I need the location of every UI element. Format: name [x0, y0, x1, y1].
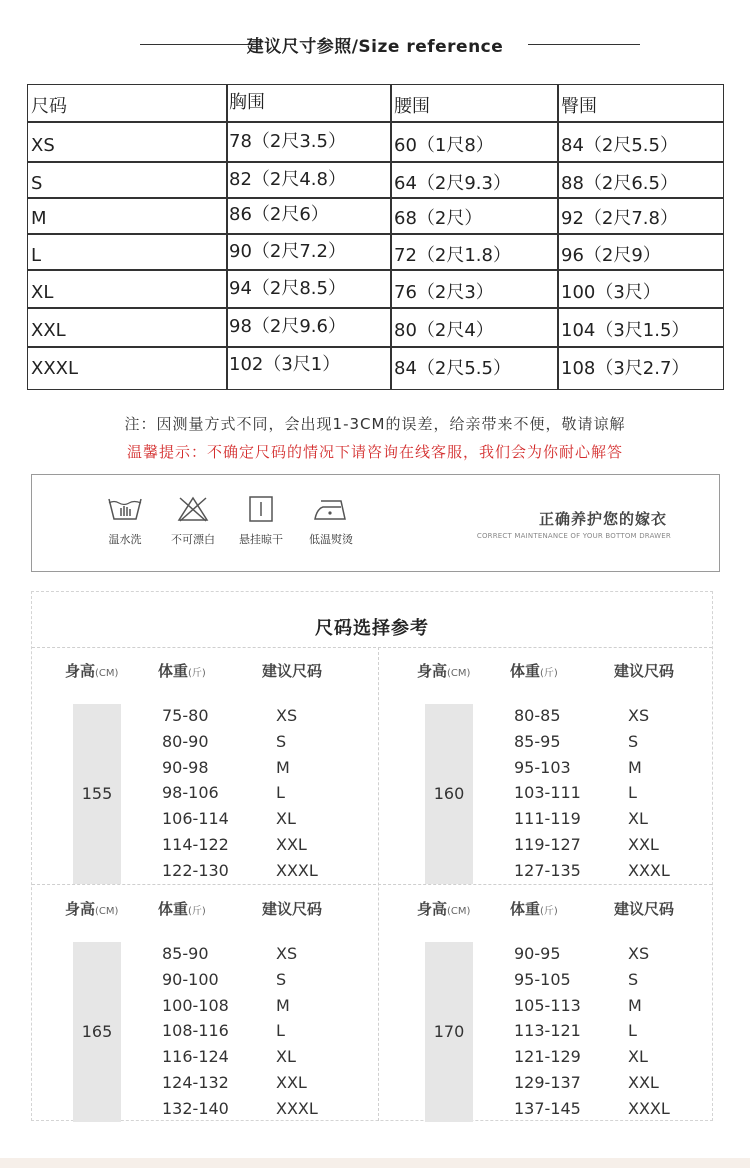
hand-wash-icon	[106, 495, 144, 523]
weight-range: 137-145	[514, 1098, 581, 1118]
measurement-cell: 108（3尺2.7）	[561, 358, 690, 379]
size-guide-group	[32, 898, 362, 1133]
care-label: 悬挂晾干	[239, 533, 283, 546]
size-guide-group	[32, 660, 362, 895]
weight-range: 121-129	[514, 1047, 581, 1067]
suggested-size: XXXL	[276, 1098, 318, 1118]
measurement-cell: 104（3尺1.5）	[561, 320, 690, 341]
size-label-cell: XXL	[31, 320, 66, 341]
weight-range: 80-90	[162, 731, 209, 751]
weight-range: 105-113	[514, 995, 581, 1015]
size-guide-group	[384, 660, 714, 895]
measurement-cell: 94（2尺8.5）	[229, 278, 346, 299]
suggested-size: L	[628, 783, 637, 803]
suggested-size: L	[628, 1021, 637, 1041]
measurement-cell: 72（2尺1.8）	[394, 245, 511, 266]
suggested-size: XXL	[628, 835, 659, 854]
care-label: 不可漂白	[171, 533, 215, 546]
table-row-divider	[28, 269, 723, 271]
suggested-size: XXL	[276, 835, 307, 854]
care-label: 低温熨烫	[309, 533, 353, 546]
size-label-cell: M	[31, 208, 47, 229]
weight-range: 124-132	[162, 1073, 229, 1092]
suggested-size: XXL	[628, 1073, 659, 1092]
table-header-cell: 臀围	[561, 96, 597, 117]
height-value: 165	[81, 1022, 113, 1041]
size-guide	[31, 591, 713, 1121]
suggested-size: S	[276, 969, 287, 989]
weight-header	[158, 660, 206, 681]
height-header-label: 身高	[417, 662, 448, 680]
care-title: 正确养护您的嫁衣	[538, 510, 667, 528]
care-instructions-box	[31, 474, 720, 572]
size-header	[614, 660, 674, 681]
weight-header-label: 体重	[510, 662, 541, 680]
suggested-size: M	[628, 995, 642, 1015]
bottom-strip	[0, 1158, 750, 1168]
weight-range: 80-85	[514, 706, 561, 725]
page-title: 建议尺寸参照/Size reference	[246, 37, 504, 57]
height-header	[417, 660, 470, 681]
weight-range: 90-98	[162, 757, 209, 777]
measurement-cell: 76（2尺3）	[394, 282, 494, 303]
measurement-cell: 96（2尺9）	[561, 245, 661, 266]
suggested-size: M	[628, 757, 642, 777]
suggested-size: XXL	[276, 1073, 307, 1092]
height-header-unit: (CM)	[447, 906, 471, 917]
weight-header-unit: (斤)	[540, 668, 558, 679]
suggested-size: XL	[276, 1047, 296, 1067]
suggested-size: S	[628, 731, 639, 751]
height-header-unit: (CM)	[95, 668, 119, 679]
weight-range: 122-130	[162, 860, 229, 880]
measurement-cell: 78（2尺3.5）	[229, 131, 346, 152]
size-header-label: 建议尺码	[262, 662, 323, 680]
weight-range: 95-103	[514, 757, 571, 777]
guide-divider	[32, 647, 712, 648]
weight-range: 129-137	[514, 1073, 581, 1092]
size-header	[614, 898, 674, 919]
measurement-cell: 100（3尺）	[561, 282, 661, 303]
suggested-size: XL	[628, 809, 648, 829]
no-bleach-icon	[174, 495, 212, 523]
suggested-size: M	[276, 995, 290, 1015]
height-header-label: 身高	[65, 662, 96, 680]
measurement-note: 注：因测量方式不同，会出现1-3CM的误差，给亲带来不便，敬请谅解	[124, 415, 626, 433]
size-label-cell: S	[31, 173, 43, 194]
size-label-cell: L	[31, 245, 42, 266]
height-value: 160	[433, 784, 465, 803]
weight-range: 100-108	[162, 995, 229, 1015]
table-row-divider	[28, 121, 723, 123]
measurement-cell: 102（3尺1）	[229, 354, 341, 375]
measurement-cell: 82（2尺4.8）	[229, 169, 346, 190]
weight-range: 90-100	[162, 969, 219, 989]
size-label-cell: XL	[31, 282, 54, 303]
measurement-table	[27, 84, 724, 390]
weight-range: 85-95	[514, 731, 561, 751]
hang-dry-icon	[242, 495, 280, 523]
weight-header-label: 体重	[158, 900, 189, 918]
care-item-no-bleach	[158, 495, 228, 547]
weight-range: 127-135	[514, 860, 581, 880]
weight-header-label: 体重	[158, 662, 189, 680]
size-guide-group	[384, 898, 714, 1133]
height-header	[65, 660, 118, 681]
table-header-cell: 腰围	[394, 96, 430, 117]
suggested-size: S	[628, 969, 639, 989]
weight-range: 95-105	[514, 969, 571, 989]
weight-range: 116-124	[162, 1047, 229, 1067]
table-col-divider	[390, 85, 392, 389]
suggested-size: S	[276, 731, 287, 751]
guide-divider	[378, 647, 379, 1121]
size-header	[262, 660, 322, 681]
weight-header-unit: (斤)	[188, 906, 206, 917]
suggested-size: XS	[276, 944, 298, 963]
suggested-size: XS	[276, 706, 298, 725]
height-value: 170	[433, 1022, 465, 1041]
table-row-divider	[28, 233, 723, 235]
table-row-divider	[28, 307, 723, 309]
weight-range: 75-80	[162, 706, 209, 725]
suggested-size: XL	[276, 809, 296, 829]
low-iron-icon	[311, 495, 351, 523]
measurement-cell: 80（2尺4）	[394, 320, 494, 341]
weight-range: 106-114	[162, 809, 229, 829]
care-item-hang-dry	[226, 495, 296, 547]
measurement-cell: 88（2尺6.5）	[561, 173, 678, 194]
weight-header	[510, 898, 558, 919]
table-col-divider	[557, 85, 559, 389]
size-label-cell: XS	[31, 135, 55, 156]
care-item-low-iron	[296, 495, 366, 547]
size-header-label: 建议尺码	[614, 900, 675, 918]
table-row-divider	[28, 346, 723, 348]
height-header-unit: (CM)	[447, 668, 471, 679]
suggested-size: XXXL	[276, 860, 318, 880]
weight-range: 90-95	[514, 944, 561, 963]
height-header-unit: (CM)	[95, 906, 119, 917]
suggested-size: XS	[628, 706, 650, 725]
measurement-cell: 98（2尺9.6）	[229, 316, 346, 337]
table-row-divider	[28, 197, 723, 199]
suggested-size: XL	[628, 1047, 648, 1067]
suggested-size: L	[276, 1021, 285, 1041]
suggested-size: XS	[628, 944, 650, 963]
table-col-divider	[226, 85, 228, 389]
size-header-label: 建议尺码	[614, 662, 675, 680]
weight-header-unit: (斤)	[188, 668, 206, 679]
care-subtitle: CORRECT MAINTENANCE OF YOUR BOTTOM DRAWER	[476, 532, 671, 540]
height-header-label: 身高	[65, 900, 96, 918]
table-header-cell: 尺码	[31, 96, 67, 117]
table-header-cell: 胸围	[229, 92, 265, 113]
weight-range: 119-127	[514, 835, 581, 854]
weight-header-label: 体重	[510, 900, 541, 918]
weight-range: 132-140	[162, 1098, 229, 1118]
care-item-hand-wash	[90, 495, 160, 547]
weight-range: 108-116	[162, 1021, 229, 1041]
height-header	[65, 898, 118, 919]
weight-header-unit: (斤)	[540, 906, 558, 917]
weight-header	[510, 660, 558, 681]
table-row-divider	[28, 161, 723, 163]
measurement-cell: 68（2尺）	[394, 208, 483, 229]
guide-title: 尺码选择参考	[315, 618, 429, 639]
measurement-cell: 64（2尺9.3）	[394, 173, 511, 194]
weight-range: 114-122	[162, 835, 229, 854]
care-label: 温水洗	[108, 533, 142, 546]
height-value: 155	[81, 784, 113, 803]
size-header	[262, 898, 322, 919]
suggested-size: L	[276, 783, 285, 803]
measurement-cell: 84（2尺5.5）	[561, 135, 678, 156]
size-label-cell: XXXL	[31, 358, 79, 379]
weight-header	[158, 898, 206, 919]
height-header-label: 身高	[417, 900, 448, 918]
size-header-label: 建议尺码	[262, 900, 323, 918]
size-tip: 温馨提示：不确定尺码的情况下请咨询在线客服，我们会为你耐心解答	[126, 443, 623, 461]
suggested-size: XXXL	[628, 860, 670, 880]
measurement-cell: 92（2尺7.8）	[561, 208, 678, 229]
weight-range: 103-111	[514, 783, 581, 803]
suggested-size: XXXL	[628, 1098, 670, 1118]
suggested-size: M	[276, 757, 290, 777]
measurement-cell: 90（2尺7.2）	[229, 241, 346, 262]
height-header	[417, 898, 470, 919]
weight-range: 113-121	[514, 1021, 581, 1041]
weight-range: 98-106	[162, 783, 219, 803]
measurement-cell: 84（2尺5.5）	[394, 358, 511, 379]
weight-range: 85-90	[162, 944, 209, 963]
measurement-cell: 86（2尺6）	[229, 204, 329, 225]
weight-range: 111-119	[514, 809, 581, 829]
measurement-cell: 60（1尺8）	[394, 135, 494, 156]
